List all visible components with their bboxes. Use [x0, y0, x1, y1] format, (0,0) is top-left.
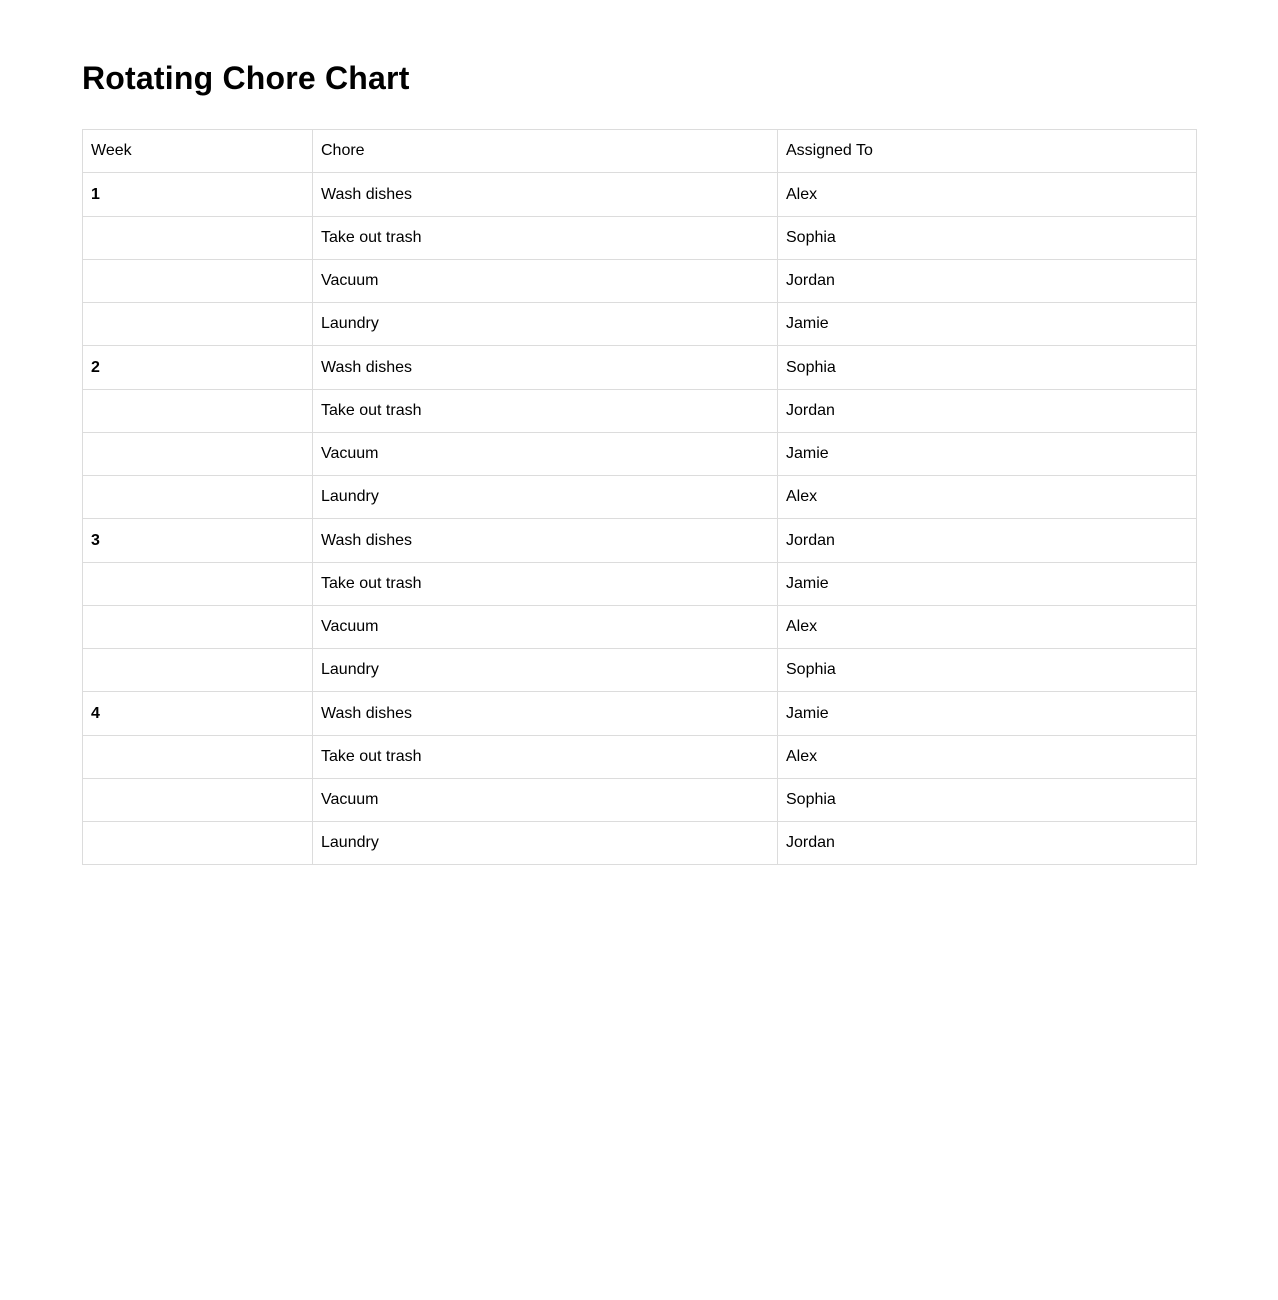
assigned-to-cell: Alex [778, 606, 1197, 649]
chore-cell: Wash dishes [313, 346, 778, 390]
chore-cell: Wash dishes [313, 519, 778, 563]
table-body [83, 173, 1197, 865]
week-cell [83, 217, 313, 260]
column-header-chore: Chore [313, 130, 778, 173]
assigned-to-cell: Jordan [778, 519, 1197, 563]
table-row [83, 260, 1197, 303]
assigned-to-cell: Jamie [778, 692, 1197, 736]
week-cell: 1 [83, 173, 313, 217]
table-row [83, 692, 1197, 736]
table-row [83, 606, 1197, 649]
week-cell [83, 822, 313, 865]
chore-cell: Wash dishes [313, 173, 778, 217]
table-row [83, 217, 1197, 260]
week-cell [83, 649, 313, 692]
chore-table [82, 129, 1197, 865]
assigned-to-cell: Alex [778, 736, 1197, 779]
assigned-to-cell: Sophia [778, 346, 1197, 390]
chore-cell: Take out trash [313, 390, 778, 433]
chore-cell: Laundry [313, 303, 778, 346]
week-cell: 3 [83, 519, 313, 563]
chore-cell: Vacuum [313, 606, 778, 649]
week-cell [83, 606, 313, 649]
assigned-to-cell: Alex [778, 173, 1197, 217]
week-cell: 4 [83, 692, 313, 736]
week-cell [83, 736, 313, 779]
chore-cell: Wash dishes [313, 692, 778, 736]
table-row [83, 173, 1197, 217]
assigned-to-cell: Sophia [778, 779, 1197, 822]
table-row [83, 476, 1197, 519]
chore-cell: Take out trash [313, 217, 778, 260]
assigned-to-cell: Jordan [778, 822, 1197, 865]
assigned-to-cell: Sophia [778, 649, 1197, 692]
chore-cell: Vacuum [313, 260, 778, 303]
assigned-to-cell: Alex [778, 476, 1197, 519]
table-row [83, 649, 1197, 692]
week-cell [83, 476, 313, 519]
table-row [83, 736, 1197, 779]
week-cell [83, 433, 313, 476]
page-title: Rotating Chore Chart [82, 60, 410, 96]
assigned-to-cell: Jamie [778, 563, 1197, 606]
table-row [83, 519, 1197, 563]
assigned-to-cell: Sophia [778, 217, 1197, 260]
table-row [83, 563, 1197, 606]
chore-cell: Vacuum [313, 779, 778, 822]
table-header-row [83, 130, 1197, 173]
chore-cell: Laundry [313, 822, 778, 865]
chore-cell: Take out trash [313, 736, 778, 779]
week-cell [83, 303, 313, 346]
column-header-assigned-to: Assigned To [778, 130, 1197, 173]
assigned-to-cell: Jamie [778, 303, 1197, 346]
week-cell [83, 779, 313, 822]
week-cell [83, 563, 313, 606]
week-cell [83, 390, 313, 433]
table-row [83, 346, 1197, 390]
chore-cell: Laundry [313, 476, 778, 519]
table-row [83, 303, 1197, 346]
week-cell: 2 [83, 346, 313, 390]
chore-cell: Vacuum [313, 433, 778, 476]
assigned-to-cell: Jordan [778, 390, 1197, 433]
chore-cell: Laundry [313, 649, 778, 692]
table-row [83, 779, 1197, 822]
table-row [83, 822, 1197, 865]
column-header-week: Week [83, 130, 313, 173]
table-row [83, 433, 1197, 476]
chore-cell: Take out trash [313, 563, 778, 606]
table-row [83, 390, 1197, 433]
assigned-to-cell: Jordan [778, 260, 1197, 303]
assigned-to-cell: Jamie [778, 433, 1197, 476]
week-cell [83, 260, 313, 303]
